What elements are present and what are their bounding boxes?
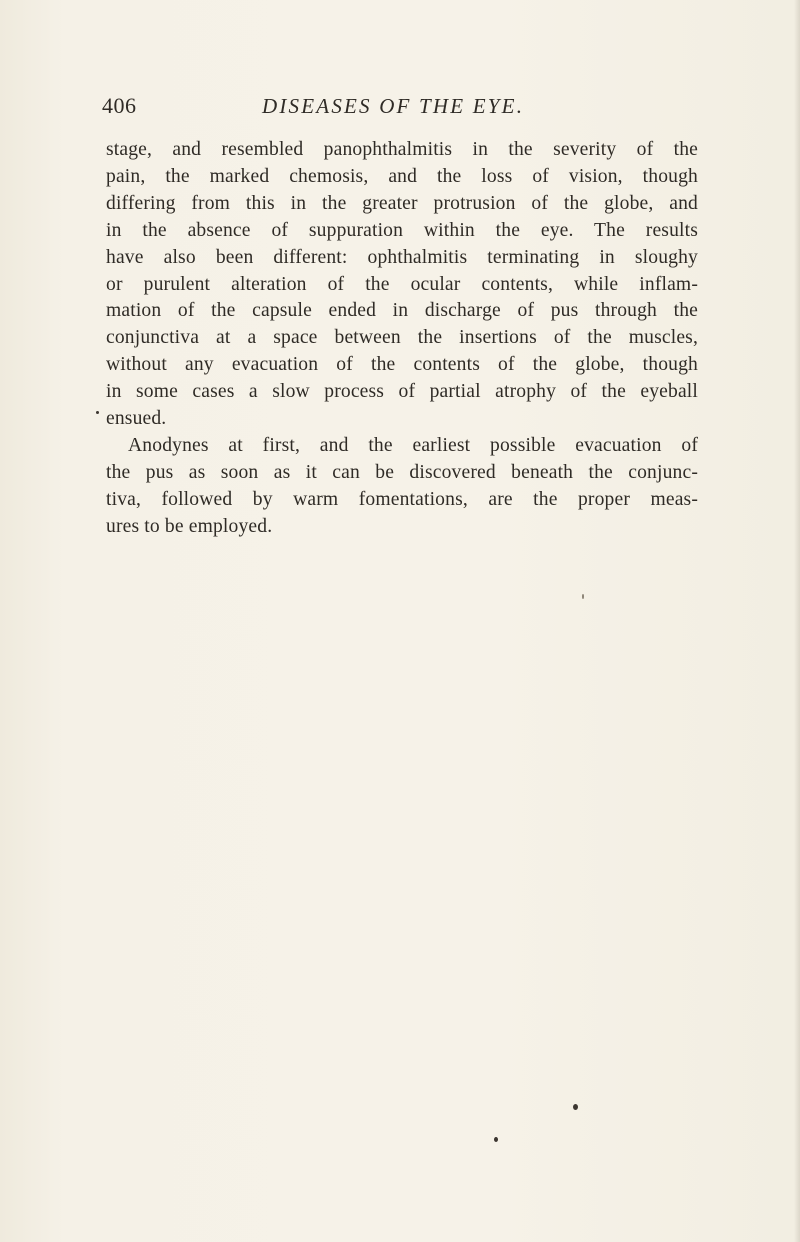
ink-speck [96,411,99,414]
ink-speck [494,1137,498,1142]
text-line: differing from this in the greater protrusion of the globe, and [106,192,698,214]
running-head-title: DISEASES OF THE EYE. [262,94,525,118]
body-text [106,137,698,541]
text-line: pain, the marked chemosis, and the loss of vision, though [106,165,698,187]
text-line: have also been different: ophthalmitis terminating in sloughy [106,246,698,268]
page-edge-shadow [794,0,800,1242]
text-line: stage, and resembled panophthalmitis in the severity of the [106,139,698,160]
text-line: or purulent alteration of the ocular contents, while inflam- [106,273,698,295]
text-line: in the absence of suppuration within the eye. The results [106,219,698,241]
running-head [102,93,702,123]
text-line: in some cases a slow process of partial atrophy of the eyeball [106,381,698,403]
text-line: the pus as soon as it can be discovered beneath the conjunc- [106,461,698,483]
text-line: tiva, followed by warm fomentations, are the proper meas- [106,488,698,510]
text-line: without any evacuation of the contents of the globe, though [106,354,698,376]
text-line: mation of the capsule ended in discharge of pus through the [106,300,698,322]
text-line: Anodynes at first, and the earliest possible evacuation of [128,434,698,456]
text-line: conjunctiva at a space between the insertions of the muscles, [106,327,698,349]
ink-speck [573,1104,578,1110]
page-number: 406 [102,93,137,118]
text-line: ensued. [106,408,167,430]
text-line: ures to be employed. [106,515,273,537]
ink-speck [582,594,584,599]
